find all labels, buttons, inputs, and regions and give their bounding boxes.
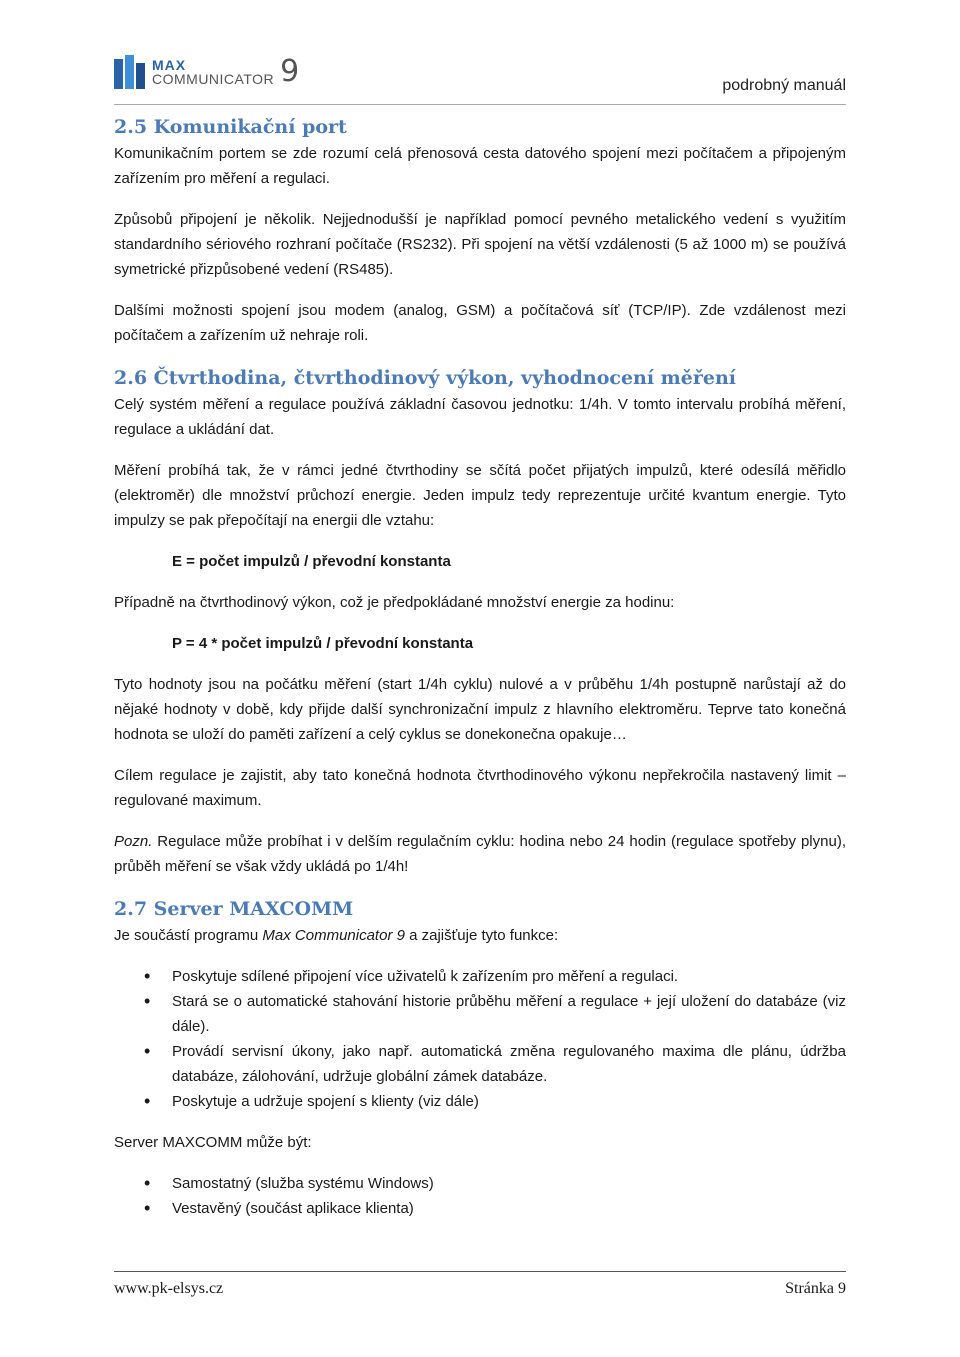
- intro-text: a zajišťuje tyto funkce:: [404, 927, 559, 944]
- list-item: • Poskytuje a udržuje spojení s klienty (viz dále): [114, 1089, 846, 1114]
- paragraph: Případně na čtvrthodinový výkon, což je předpokládané množství energie za hodinu:: [114, 594, 675, 611]
- paragraph: Komunikačním portem se zde rozumí celá přenosová cesta datového spojení mezi počítačem a připojeným zařízením pro měření a regulaci.: [114, 145, 846, 187]
- page-number: Stránka 9: [785, 1280, 846, 1297]
- website-link[interactable]: www.pk-elsys.cz: [114, 1280, 224, 1297]
- logo-line1: MAX: [152, 57, 187, 73]
- section-2-7-heading: 2.7 Server MAXCOMM: [114, 898, 354, 920]
- paragraph: Měření probíhá tak, že v rámci jedné čtvrthodiny se sčítá počet přijatých impulzů, které odesílá měřidlo (elektroměr) dle množství průchozí energie. Jeden impulz tedy reprezentuje určité kvantum energie. Tyto impulzy se pak přepočítají na energii dle vztahu:: [114, 462, 846, 529]
- document-type: podrobný manuál: [722, 77, 846, 94]
- note-label: Pozn.: [114, 833, 153, 850]
- list-item: • Vestavěný (součást aplikace klienta): [114, 1196, 846, 1221]
- page-header: [114, 55, 846, 103]
- paragraph: Server MAXCOMM může být:: [114, 1134, 312, 1151]
- list-item: • Samostatný (služba systému Windows): [114, 1171, 846, 1196]
- page-content: [114, 113, 846, 1221]
- paragraph: Dalšími možnosti spojení jsou modem (analog, GSM) a počítačová síť (TCP/IP). Zde vzdálenost mezi počítačem a zařízením už nehraje roli.: [114, 302, 846, 344]
- paragraph: Způsobů připojení je několik. Nejjednodušší je například pomocí pevného metalického vedení s využitím standardního sériového rozhraní počítače (RS232). Při spojení na větší vzdálenosti (5 až 1000 m) se používá symetrické přizpůsobené vedení (RS485).: [114, 211, 846, 278]
- list-item: • Stará se o automatické stahování historie průběhu měření a regulace + její uložení do databáze (viz dále).: [114, 989, 846, 1039]
- program-name: Max Communicator 9: [262, 927, 405, 944]
- section-2-5-heading: 2.5 Komunikační port: [114, 116, 347, 138]
- logo-text: [152, 58, 274, 86]
- energy-formula: E = počet impulzů / převodní konstanta: [172, 553, 451, 570]
- paragraph: [114, 923, 846, 948]
- list-item: • Provádí servisní úkony, jako např. automatická změna regulovaného maxima dle plánu, údržba databáze, zálohování, udržuje globální zámek databáze.: [114, 1039, 846, 1089]
- logo-line2: COMMUNICATOR: [152, 71, 275, 87]
- logo-number: 9: [280, 54, 300, 89]
- modes-list: [114, 1171, 846, 1221]
- list-item: • Poskytuje sdílené připojení více uživatelů k zařízením pro měření a regulaci.: [114, 964, 846, 989]
- header-divider: [114, 104, 846, 105]
- intro-text: Je součástí programu: [114, 927, 263, 944]
- section-2-6-heading: 2.6 Čtvrthodina, čtvrthodinový výkon, vyhodnocení měření: [114, 367, 737, 389]
- logo-bars-icon: [114, 55, 146, 89]
- footer-divider: [114, 1271, 846, 1272]
- paragraph: Cílem regulace je zajistit, aby tato konečná hodnota čtvrthodinového výkonu nepřekročila nastavený limit – regulované maximum.: [114, 767, 846, 809]
- power-formula: P = 4 * počet impulzů / převodní konstanta: [172, 635, 474, 652]
- paragraph: Celý systém měření a regulace používá základní časovou jednotku: 1/4h. V tomto intervalu probíhá měření, regulace a ukládání dat.: [114, 396, 846, 438]
- note-paragraph: [114, 829, 846, 879]
- note-text: Regulace může probíhat i v delším regulačním cyklu: hodina nebo 24 hodin (regulace spotřeby plynu), průběh měření se však vždy ukládá po 1/4h!: [114, 833, 846, 875]
- logo: [114, 55, 299, 89]
- paragraph: Tyto hodnoty jsou na počátku měření (start 1/4h cyklu) nulové a v průběhu 1/4h postupně narůstají až do nějaké hodnoty v době, kdy přijde další synchronizační impulz z hlavního elektroměru. Teprve tato konečná hodnota se uloží do paměti zařízení a celý cyklus se donekonečna opakuje…: [114, 676, 846, 743]
- functions-list: [114, 964, 846, 1114]
